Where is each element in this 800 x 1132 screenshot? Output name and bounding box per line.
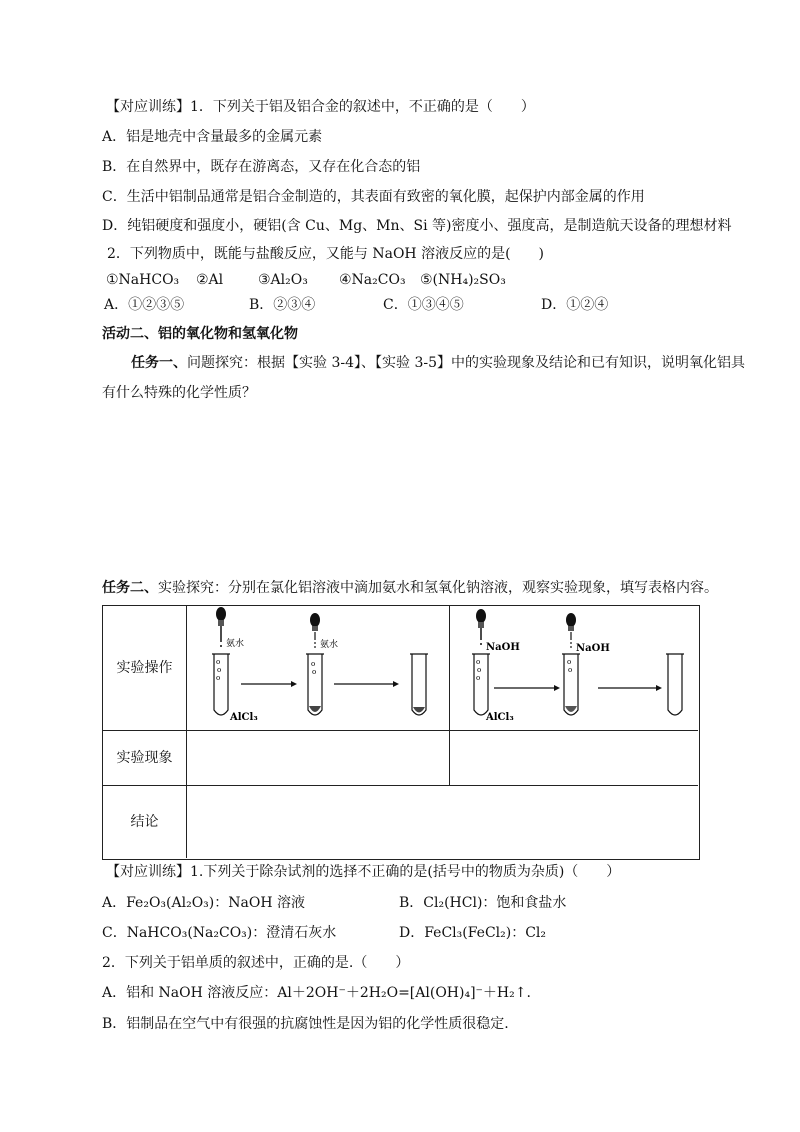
q2-choice-d: D．①②④ <box>541 297 609 313</box>
test-tube-icon <box>562 654 580 715</box>
dropper-icon <box>476 609 486 645</box>
q1-option-d: D．纯铝硬度和强度小，硬铝(含 Cu、Mg、Mn、Si 等)密度小、强度高，是制造航天设备的理想材料 <box>102 218 732 234</box>
svg-text:o: o <box>217 666 222 674</box>
dropper-icon <box>310 613 320 648</box>
q2-stem: 2．下列物质中，既能与盐酸反应，又能与 NaOH 溶液反应的是( ) <box>107 246 545 262</box>
test-tube-icon <box>472 654 490 715</box>
task2-label: 任务二、 <box>102 580 158 596</box>
svg-text:o: o <box>567 658 572 666</box>
q1-stem: 【对应训练】1．下列关于铝及铝合金的叙述中，不正确的是（ ） <box>106 99 535 115</box>
task1-line-a <box>131 353 745 373</box>
right-solution-label: AlCl₃ <box>486 712 514 723</box>
test-tube-icon <box>410 654 428 715</box>
row-label-conclusion: 结论 <box>130 814 159 830</box>
left-solution-label: AlCl₃ <box>230 712 258 723</box>
svg-text:o: o <box>568 666 573 674</box>
q3-option-c: C．NaHCO₃(Na₂CO₃)：澄清石灰水 <box>102 925 337 941</box>
q2-item-1: ①NaHCO₃ <box>106 272 180 288</box>
right-reagent-label-2: NaOH <box>576 643 610 654</box>
q3-option-b: B．Cl₂(HCl)：饱和食盐水 <box>399 895 567 911</box>
right-reagent-label-1: NaOH <box>486 642 520 653</box>
test-tube-icon <box>666 654 684 715</box>
test-tube-icon <box>306 654 324 715</box>
q3-option-a: A．Fe₂O₃(Al₂O₃)：NaOH 溶液 <box>102 895 305 911</box>
task2-text: 实验探究：分别在氯化铝溶液中滴加氨水和氢氧化钠溶液，观察实验现象，填写表格内容。 <box>158 580 718 596</box>
svg-text:o: o <box>311 660 316 668</box>
q1-option-c: C．生活中铝制品通常是铝合金制造的，其表面有致密的氧化膜，起保护内部金属的作用 <box>102 189 645 205</box>
svg-text:o: o <box>216 674 221 682</box>
q2-item-3: ③Al₂O₃ <box>258 272 308 288</box>
task2-line <box>102 578 718 598</box>
svg-text:o: o <box>216 658 221 666</box>
svg-text:o: o <box>476 658 481 666</box>
left-reagent-label-2: 氨水 <box>320 640 339 650</box>
row-label-phenomenon: 实验现象 <box>116 750 173 766</box>
dropper-icon <box>216 607 226 647</box>
task1-text-a: 问题探究：根据【实验 3-4】、【实验 3-5】中的实验现象及结论和已有知识，说明氧化铝具 <box>187 355 745 371</box>
activity2-title: 活动二、铝的氧化物和氢氧化物 <box>102 326 298 342</box>
left-reagent-label-1: 氨水 <box>226 639 245 649</box>
q3-stem: 【对应训练】1.下列关于除杂试剂的选择不正确的是(括号中的物质为杂质)（ ） <box>106 864 621 880</box>
test-tube-icon <box>212 654 230 715</box>
q4-option-a: A．铝和 NaOH 溶液反应：Al＋2OH⁻＋2H₂O=[Al(OH)₄]⁻＋H₂↑. <box>102 985 531 1001</box>
q2-item-2: ②Al <box>196 272 224 288</box>
q2-item-4: ④Na₂CO₃ <box>339 272 406 288</box>
svg-text:o: o <box>477 666 482 674</box>
q4-stem: 2．下列关于铝单质的叙述中，正确的是.（ ） <box>102 955 410 971</box>
dropper-icon <box>566 613 576 648</box>
q2-choice-c: C．①③④⑤ <box>383 297 464 313</box>
q1-option-b: B．在自然界中，既存在游离态，又存在化合态的铝 <box>102 159 421 175</box>
q4-option-b: B．铝制品在空气中有很强的抗腐蚀性是因为铝的化学性质很稳定. <box>102 1016 509 1032</box>
svg-text:o: o <box>476 674 481 682</box>
q2-item-5: ⑤(NH₄)₂SO₃ <box>420 272 506 288</box>
ammonia-experiment-diagram <box>187 606 449 730</box>
naoh-experiment-diagram <box>450 606 697 730</box>
task1-line-b: 有什么特殊的化学性质？ <box>102 385 256 401</box>
task1-label: 任务一、 <box>131 355 187 371</box>
q1-option-a: A．铝是地壳中含量最多的金属元素 <box>102 129 323 145</box>
svg-text:o: o <box>312 668 317 676</box>
q2-choice-a: A．①②③⑤ <box>104 297 185 313</box>
row-label-operation: 实验操作 <box>116 660 173 676</box>
q2-choice-b: B．②③④ <box>249 297 316 313</box>
q3-option-d: D．FeCl₃(FeCl₂)：Cl₂ <box>399 925 547 941</box>
